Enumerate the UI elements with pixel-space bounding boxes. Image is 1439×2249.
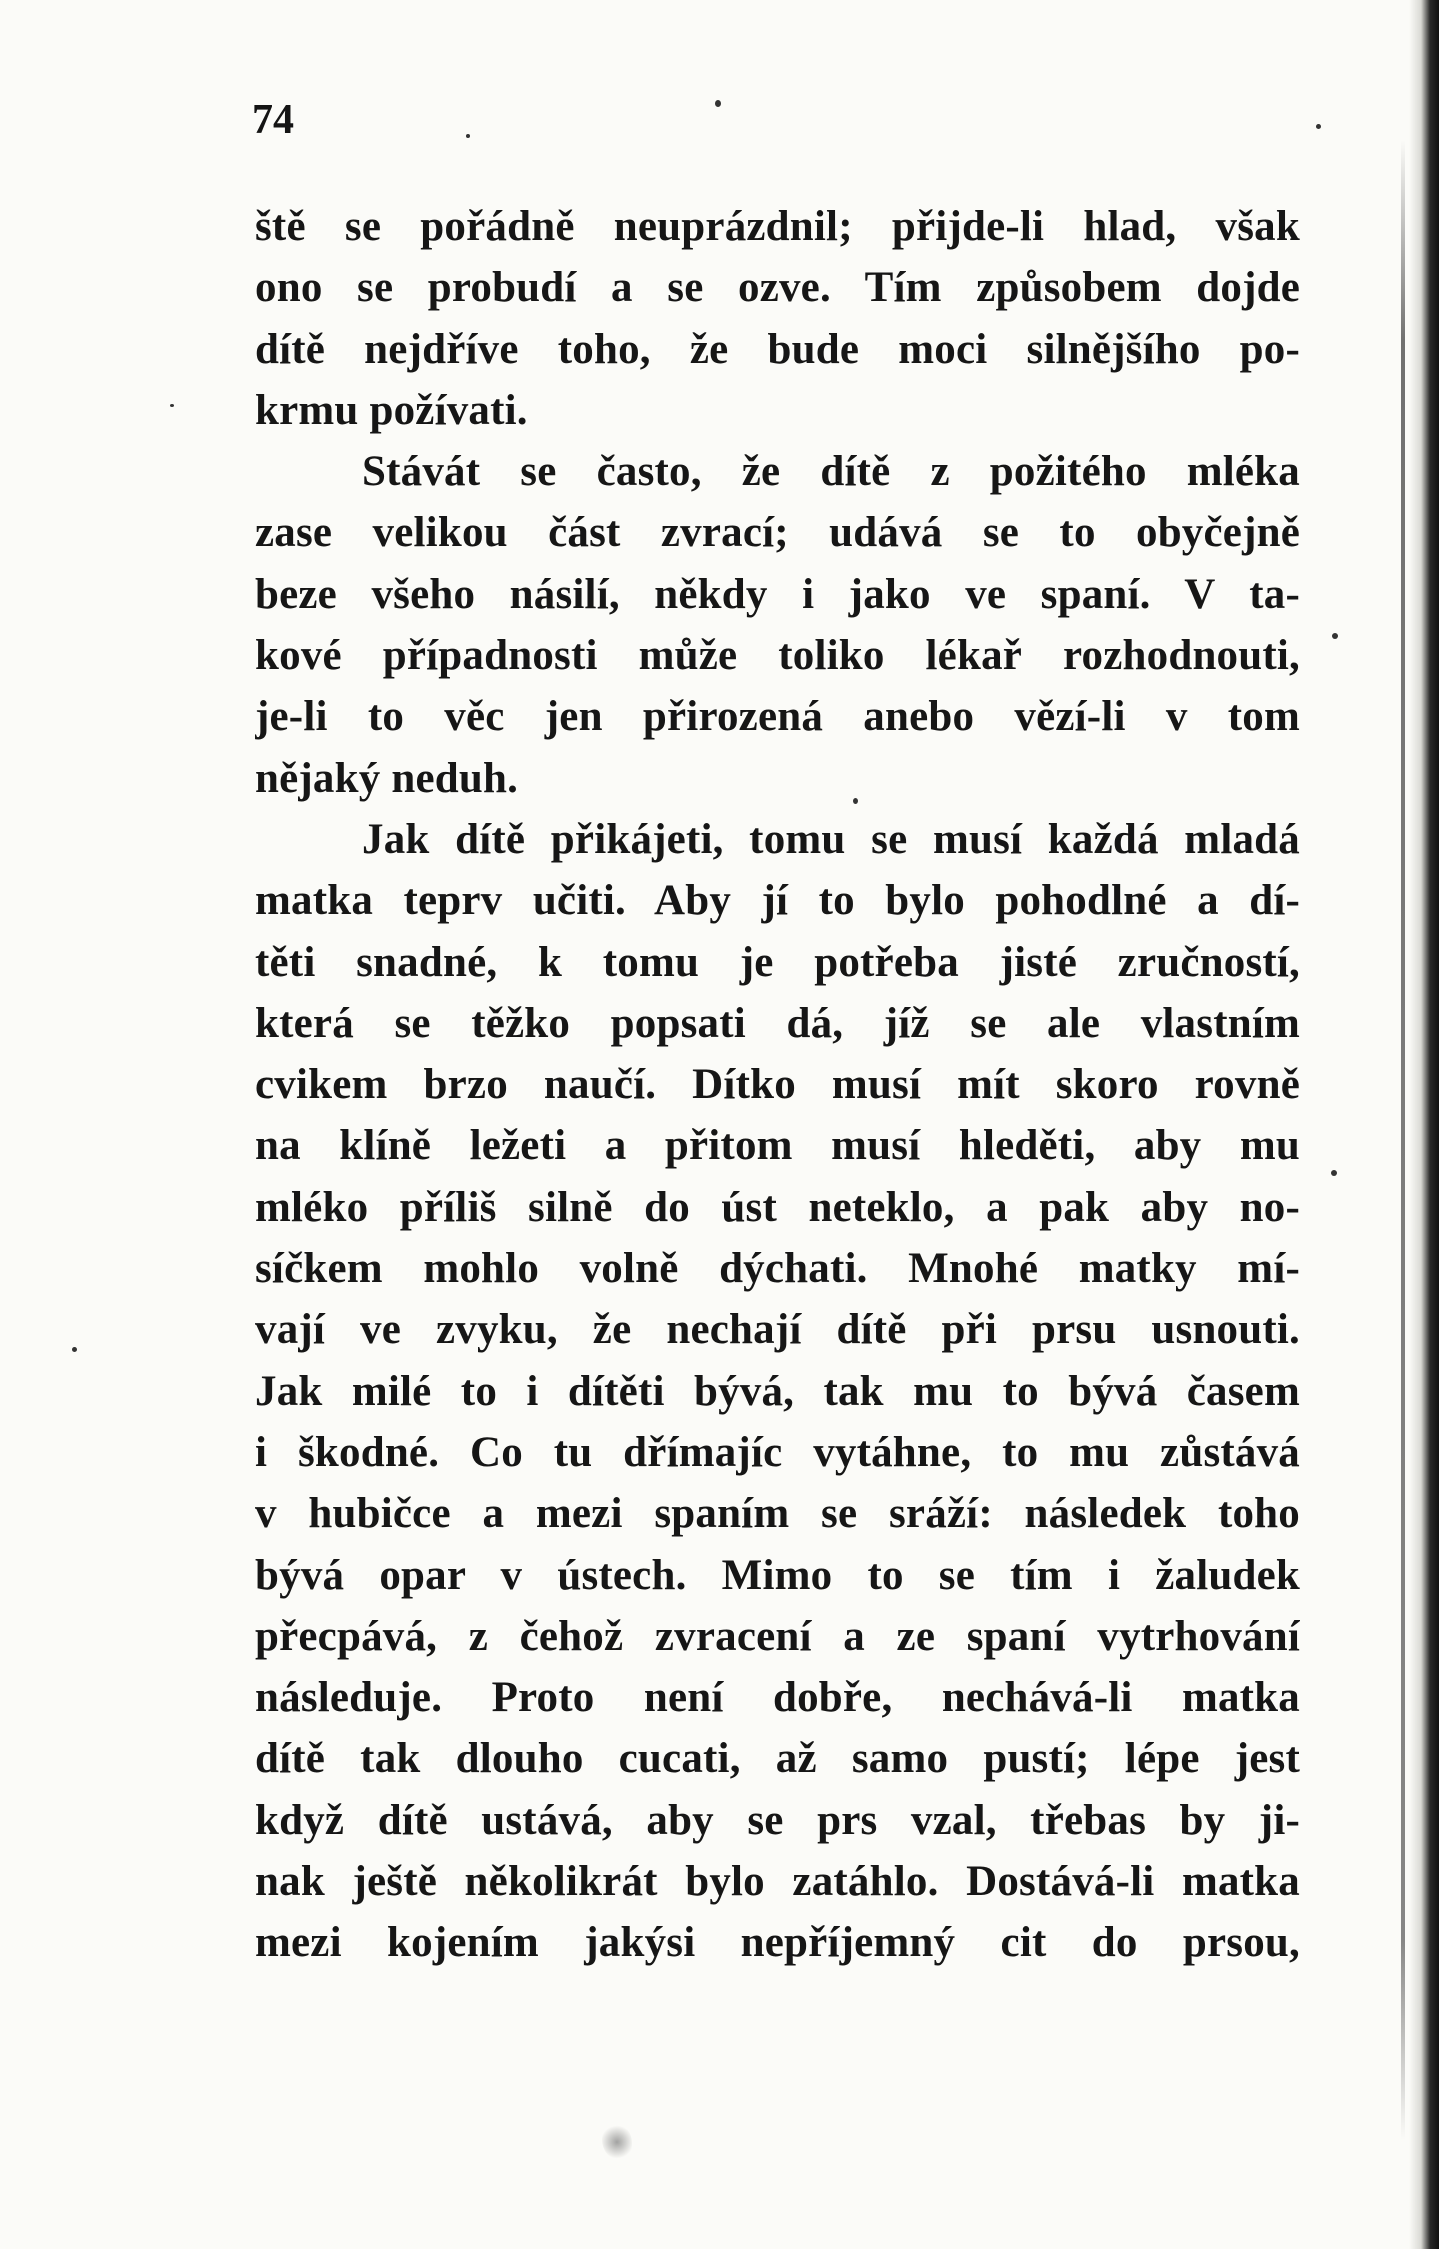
binding-shadow [1409, 0, 1439, 2249]
print-speck [1332, 633, 1338, 639]
print-speck [72, 1347, 77, 1352]
print-speck [170, 404, 174, 407]
text-line: která se těžko popsati dá, jíž se ale vlastním [255, 999, 1300, 1047]
text-line: dítě tak dlouho cucati, až samo pustí; lépe jest [255, 1735, 1300, 1783]
text-line: nak ještě několikrát bylo zatáhlo. Dostává-li matka [255, 1858, 1300, 1906]
text-line: cvikem brzo naučí. Dítko musí mít skoro rovně [255, 1061, 1300, 1109]
text-line: matka teprv učiti. Aby jí to bylo pohodlné a dí- [255, 877, 1300, 925]
text-line: když dítě ustává, aby se prs vzal, třebas by ji- [255, 1796, 1300, 1844]
print-speck [1331, 1170, 1337, 1176]
page-edge-line [1401, 140, 1405, 2140]
text-line: mléko příliš silně do úst neteklo, a pak aby no- [255, 1183, 1300, 1231]
print-speck [853, 798, 858, 804]
text-line: je-li to věc jen přirozená anebo vězí-li v tom [255, 693, 1300, 741]
text-line: dítě nejdříve toho, že bude moci silnějšího po- [255, 325, 1300, 373]
text-line: nějaký neduh. [255, 754, 519, 802]
page-number: 74 [252, 97, 294, 143]
text-line: Stávát se často, že dítě z požitého mléka [362, 448, 1300, 496]
print-speck [715, 100, 721, 107]
text-line: krmu požívati. [255, 386, 528, 434]
text-line: ště se pořádně neuprázdnil; přijde-li hlad, však [255, 203, 1300, 250]
body-text [255, 196, 1300, 1974]
text-line: síčkem mohlo volně dýchati. Mnohé matky mí- [255, 1245, 1300, 1293]
text-line: v hubičce a mezi spaním se sráží: následek toho [255, 1490, 1300, 1538]
text-line: následuje. Proto není dobře, nechává-li matka [255, 1674, 1300, 1722]
text-line: na klíně ležeti a přitom musí hleděti, aby mu [255, 1122, 1300, 1170]
text-line: mezi kojením jakýsi nepříjemný cit do prsou, [255, 1919, 1300, 1967]
print-speck [1316, 124, 1321, 129]
text-line: vají ve zvyku, že nechají dítě při prsu usnouti. [255, 1306, 1300, 1354]
text-line: Jak milé to i dítěti bývá, tak mu to bývá časem [255, 1367, 1300, 1415]
text-line: Jak dítě přikájeti, tomu se musí každá mladá [362, 815, 1300, 863]
text-line: zase velikou část zvrací; udává se to obyčejně [255, 509, 1300, 557]
text-line: beze všeho násilí, někdy i jako ve spaní. V ta- [255, 570, 1300, 618]
text-line: kové případnosti může toliko lékař rozhodnouti, [255, 632, 1300, 680]
text-line: přecpává, z čehož zvracení a ze spaní vytrhování [255, 1612, 1300, 1660]
text-line: i škodné. Co tu dřímajíc vytáhne, to mu zůstává [255, 1428, 1300, 1476]
print-speck [466, 134, 470, 138]
ink-smudge [602, 2124, 632, 2160]
text-line: bývá opar v ústech. Mimo to se tím i žaludek [255, 1551, 1300, 1599]
text-line: těti snadné, k tomu je potřeba jisté zručností, [255, 938, 1300, 986]
text-line: ono se probudí a se ozve. Tím způsobem dojde [255, 264, 1300, 312]
